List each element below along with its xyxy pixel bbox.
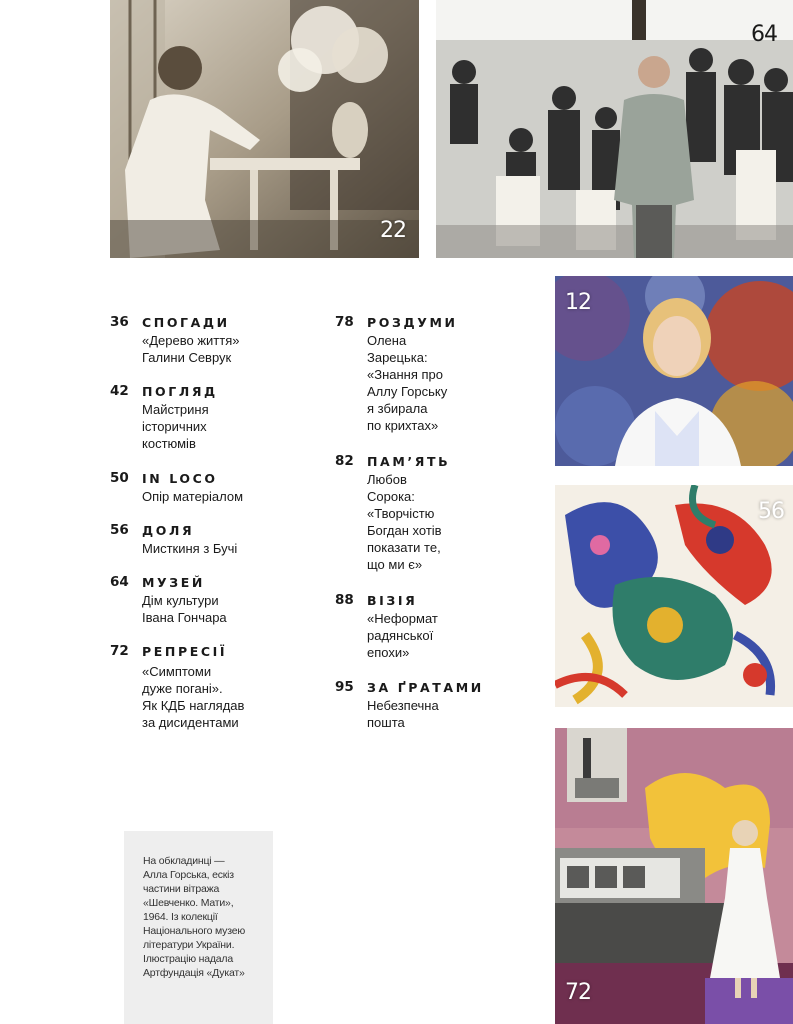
archival-photo-artist-at-table (110, 0, 419, 258)
toc-page-number: 95 (335, 679, 354, 695)
page-number-badge: 56 (758, 499, 784, 524)
toc-article-title: Небезпечна (367, 698, 439, 713)
toc-article-title: радянської (367, 628, 434, 643)
toc-page-number: 82 (335, 453, 354, 469)
toc-article-title: Богдан хотів (367, 523, 442, 538)
caption-line: Національного музею (143, 925, 246, 937)
toc-section-title: СПОГАДИ (142, 315, 230, 330)
toc-section-title: ЗА ҐРАТАМИ (367, 680, 484, 695)
toc-article-title: Мисткиня з Бучі (142, 541, 238, 556)
toc-article-title: Зарецька: (367, 350, 428, 365)
caption-line: 1964. Із колекції (143, 911, 218, 923)
toc-article-title: Любов (367, 472, 407, 487)
toc-page-number: 50 (110, 470, 129, 486)
toc-section-title: РОЗДУМИ (367, 315, 458, 330)
caption-line: На обкладинці — (143, 855, 225, 867)
toc-article-title: «Знання про (367, 367, 444, 382)
caption-line: літератури України. (143, 939, 235, 951)
toc-section-title: ПОГЛЯД (142, 384, 218, 399)
toc-section-title: ДОЛЯ (142, 523, 195, 538)
toc-section-title: IN LOCO (142, 471, 218, 486)
toc-article-title: костюмів (142, 436, 196, 451)
toc-section-title: МУЗЕЙ (142, 575, 205, 590)
folk-art-painting (555, 485, 793, 707)
toc-page-number: 64 (110, 574, 129, 590)
toc-article-title: Аллу Горську (367, 384, 448, 399)
toc-article-title: Олена (367, 333, 407, 348)
toc-article-title: я збирала (367, 401, 428, 416)
museum-photo-man-with-portraits (436, 0, 793, 258)
toc-article-title: «Симптоми (142, 664, 212, 679)
toc-page-number: 88 (335, 592, 354, 608)
toc-article-title: Дім культури (142, 593, 219, 608)
page-number-badge: 72 (565, 980, 591, 1005)
toc-page-number: 42 (110, 383, 129, 399)
page-number-badge: 64 (751, 22, 777, 47)
toc-article-title: історичних (142, 419, 207, 434)
caption-line: Ілюстрацію надала (143, 953, 233, 965)
caption-line: частини вітража (143, 883, 220, 895)
page-number-badge: 22 (380, 218, 406, 243)
toc-article-title: Як КДБ наглядав (142, 698, 245, 713)
toc-article-title: «Дерево життя» (142, 333, 240, 348)
archival-photo-illustration (110, 0, 419, 258)
toc-section-title: ПАМ’ЯТЬ (367, 454, 451, 469)
toc-page-number: 72 (110, 643, 129, 659)
toc-article-title: «Творчістю (367, 506, 435, 521)
toc-article-title: Сорока: (367, 489, 415, 504)
toc-article-title: показати те, (367, 540, 441, 555)
toc-article-title: пошта (367, 715, 405, 730)
toc-article-title: Опір матеріалом (142, 489, 244, 504)
toc-page-number: 56 (110, 522, 129, 538)
toc-article-title: за дисидентами (142, 715, 239, 730)
toc-article-title: Івана Гончара (142, 610, 227, 625)
cover-caption-box (124, 831, 273, 1024)
page-number-badge: 12 (565, 290, 591, 315)
museum-photo-illustration (436, 0, 793, 258)
caption-line: Артфундація «Дукат» (143, 967, 245, 979)
toc-section-title: РЕПРЕСІЇ (142, 644, 228, 659)
toc-article-title: дуже погані». (142, 681, 223, 696)
toc-page-number: 78 (335, 314, 354, 330)
toc-article-title: «Неформат (367, 611, 438, 626)
toc-section-title: ВІЗІЯ (367, 593, 418, 608)
toc-page-number: 36 (110, 314, 129, 330)
toc-article-title: що ми є» (367, 557, 423, 572)
caption-line: «Шевченко. Мати», (143, 897, 234, 909)
caption-line: Алла Горська, ескіз (143, 869, 234, 881)
portrait-woman-mosaic (555, 276, 793, 466)
toc-article-title: Галини Севрук (142, 350, 232, 365)
toc-article-title: Майстриня (142, 402, 209, 417)
historical-collage (555, 728, 793, 1024)
toc-article-title: епохи» (367, 645, 410, 660)
toc-article-title: по крихтах» (367, 418, 439, 433)
